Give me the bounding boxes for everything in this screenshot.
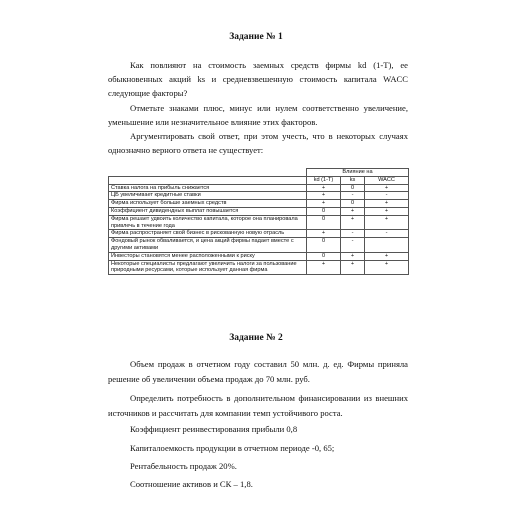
value-cell: +	[341, 215, 365, 230]
value-cell: +	[307, 260, 341, 275]
value-cell: +	[365, 260, 409, 275]
factor-cell: Фирма распространяет свой бизнес в рискованную новую отрасль	[109, 230, 307, 238]
value-cell: 0	[307, 252, 341, 260]
task1-title: Задание № 1	[229, 32, 283, 42]
value-cell: +	[307, 200, 341, 208]
table-row	[109, 230, 409, 238]
col-ks: ks	[341, 176, 365, 184]
table-row	[109, 184, 409, 192]
task1-note	[108, 129, 408, 157]
value-cell: 0	[341, 184, 365, 192]
table-row	[109, 207, 409, 215]
col-wacc: WACC	[365, 176, 409, 184]
factor-cell: Некоторые специалисты предлагают увеличить налоги за пользование природными ресурсами, которые использует данная фирма	[109, 260, 307, 275]
value-cell: +	[341, 252, 365, 260]
param-line: Соотношение активов и СК – 1,8.	[130, 479, 253, 489]
value-cell: +	[365, 252, 409, 260]
param-line: Рентабельность продаж 20%.	[130, 461, 237, 471]
task2-question	[108, 391, 408, 421]
table-row	[109, 260, 409, 275]
factor-cell: Коэффициент дивидендных выплат повышается	[109, 207, 307, 215]
table-header-group-row	[109, 169, 409, 177]
col-kd: kd (1-T)	[307, 176, 341, 184]
value-cell: -	[365, 192, 409, 200]
task1-question-text: Как повлияют на стоимость заемных средств фирмы kd (1-T), ее обыкновенных акций ks и средневзвешенную стоимость капитала WACC следующие факторы?	[108, 60, 408, 98]
header-group: Влияние на	[307, 169, 409, 177]
factor-cell: Ставка налога на прибыль снижается	[109, 184, 307, 192]
task1-question	[108, 58, 408, 100]
value-cell	[365, 238, 409, 253]
param-line: Коэффициент реинвестирования прибыли 0,8	[130, 424, 298, 434]
value-cell: +	[307, 192, 341, 200]
value-cell: +	[365, 207, 409, 215]
value-cell: -	[365, 230, 409, 238]
value-cell: +	[307, 230, 341, 238]
value-cell: -	[341, 192, 365, 200]
factor-cell: Фирма решает удвоить количество капитала, которое она планировала привлечь в течение года	[109, 215, 307, 230]
value-cell: +	[365, 215, 409, 230]
task1-note-text: Аргументировать свой ответ, при этом учесть, что в некоторых случаях однозначно верного ответа не существует:	[108, 131, 408, 155]
table-row	[109, 252, 409, 260]
task2-question-text: Определить потребность в дополнительном финансировании из внешних источников и рассчитать для компании темп устойчивого роста.	[108, 393, 408, 418]
value-cell: +	[365, 200, 409, 208]
factor-cell: Фондовый рынок обваливается, и цена акций фирмы падает вместе с другими активами	[109, 238, 307, 253]
task2-statement	[108, 357, 408, 387]
value-cell: -	[341, 230, 365, 238]
value-cell: +	[307, 184, 341, 192]
param-line: Капиталоемкость продукции в отчетном периоде -0, 65;	[130, 443, 335, 453]
task1-instruction-text: Отметьте знаками плюс, минус или нулем соответственно увеличение, уменьшение или незначительное влияние этих факторов.	[108, 103, 408, 127]
table-header-row	[109, 176, 409, 184]
task2-statement-text: Объем продаж в отчетном году составил 50 млн. д. ед. Фирмы приняла решение об увеличении объема продаж до 70 млн. руб.	[108, 359, 408, 384]
value-cell: +	[341, 260, 365, 275]
factor-cell: Инвесторы становятся менее расположенными к риску	[109, 252, 307, 260]
value-cell: -	[341, 238, 365, 253]
factors-table	[108, 168, 409, 275]
factor-cell: ЦБ увеличивает кредитные ставки	[109, 192, 307, 200]
table-row	[109, 200, 409, 208]
value-cell: 0	[307, 207, 341, 215]
table-row	[109, 238, 409, 253]
task1-instruction	[108, 101, 408, 129]
value-cell: 0	[307, 238, 341, 253]
value-cell: +	[341, 207, 365, 215]
table-row	[109, 215, 409, 230]
value-cell: +	[365, 184, 409, 192]
table-row	[109, 192, 409, 200]
value-cell: 0	[341, 200, 365, 208]
task2-title: Задание № 2	[229, 333, 283, 343]
factor-cell: Фирма использует больше заемных средств	[109, 200, 307, 208]
value-cell: 0	[307, 215, 341, 230]
